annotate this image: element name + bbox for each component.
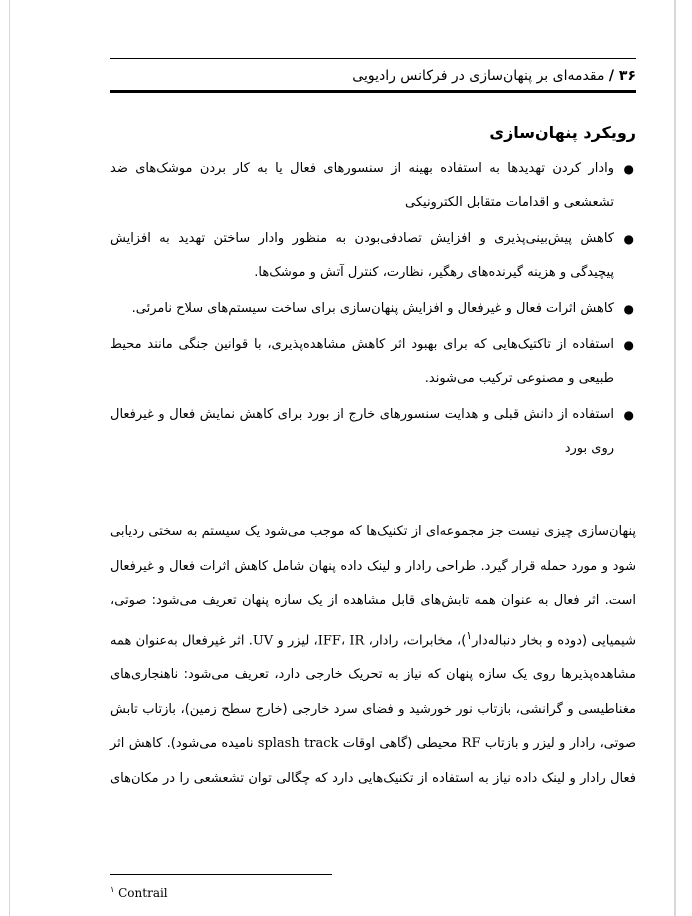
bullet-dot-icon: ● (623, 408, 634, 422)
page-right-edge (674, 0, 676, 916)
para-text: نامیده می‌شود). کاهش اثر فعال رادار و لینک داده نیاز به استفاده از تکنیک‌هایی دارد که چگالی توان تشعشعی را در مکان‌های (110, 736, 636, 786)
running-head (110, 64, 636, 88)
bullet-text: وادار کردن تهدیدها به استفاده بهینه از سنسورهای فعال یا به کار بردن موشک‌های ضد تشعشعی و اقدامات متقابل الکترونیکی (110, 161, 614, 210)
bullet-item (110, 292, 636, 326)
bullet-dot-icon: ● (623, 162, 634, 176)
bullet-dot-icon: ● (623, 302, 634, 316)
body-paragraph (110, 515, 636, 796)
term-rf: RF (461, 736, 481, 752)
term-splash-track: splash track (257, 736, 339, 752)
header-rule-top (110, 58, 636, 59)
bullet-dot-icon: ● (623, 338, 634, 352)
bullet-text: استفاده از تاکتیک‌هایی که برای بهبود اثر کاهش مشاهده‌پذیری، با قوانین جنگی مانند محیط طبیعی و مصنوعی ترکیب می‌شوند. (110, 337, 614, 386)
para-text: )، مخابرات، رادار، (364, 632, 467, 648)
footnote-rule (110, 874, 332, 875)
bullet-dot-icon: ● (623, 232, 634, 246)
page-left-edge (9, 0, 10, 916)
page-number: ۳۶ / (608, 68, 636, 84)
header-rule-bottom (110, 90, 636, 93)
term-iff: IFF (317, 632, 341, 648)
para-text: محیطی (گاهی اوقات (338, 736, 462, 752)
bullet-item (110, 328, 636, 396)
bullet-text: کاهش اثرات فعال و غیرفعال و افزایش پنهان‌سازی برای ساخت سیستم‌های سلاح نامرئی. (131, 301, 614, 316)
footnote-text: Contrail (118, 886, 168, 900)
bullet-item (110, 398, 636, 466)
para-text: ، (340, 632, 350, 648)
section-heading: رویکرد پنهان‌سازی (489, 123, 636, 142)
bullet-text: استفاده از دانش قبلی و هدایت سنسورهای خارج از بورد برای کاهش نمایش فعال و غیرفعال روی بورد (110, 407, 614, 456)
para-text: پنهان‌سازی چیزی نیست جز مجموعه‌ای از تکنیک‌ها که موجب می‌شود یک سیستم به سختی ردیابی شود و مورد حمله قرار گیرد. طراحی رادار و لینک داده پنهان شامل کاهش اثرات فعال و غیرفعال است. اثر فعال به عنوان همه تابش‌های قابل مشاهده از یک سازه پنهان تعریف می‌شود: صوتی، شیمیایی (دوده و بخار دنباله‌دار (110, 524, 636, 648)
para-text: ، لیزر و (273, 632, 318, 648)
footnote (110, 880, 168, 900)
footnote-mark: ۱ (110, 885, 115, 894)
bullet-item (110, 222, 636, 290)
footnote-reference: ۱ (466, 628, 473, 642)
bullet-text: کاهش پیش‌بینی‌پذیری و افزایش تصادفی‌بودن به منظور وادار ساختن تهدید به افزایش پیچیدگی و هزینه گیرنده‌های رهگیر، نظارت، کنترل آتش و موشک‌ها. (110, 231, 614, 280)
para-text: . اثر غیرفعال به‌عنوان همه مشاهده‌پذیرها روی یک سازه پنهان که نیاز به تحریک خارجی دارد، تعریف می‌شود: ناهنجاری‌های مغناطیسی و گرانشی، بازتاب نور خورشید و فضای سرد خارجی (خارج سطح زمین)، بازتاب تابش صوتی، رادار و لیزر و بازتاب (110, 632, 636, 752)
term-ir: IR (349, 632, 365, 648)
bullet-list (110, 152, 636, 468)
bullet-item (110, 152, 636, 220)
term-uv: UV (252, 632, 274, 648)
running-head-title: مقدمه‌ای بر پنهان‌سازی در فرکانس رادیویی (352, 68, 605, 84)
